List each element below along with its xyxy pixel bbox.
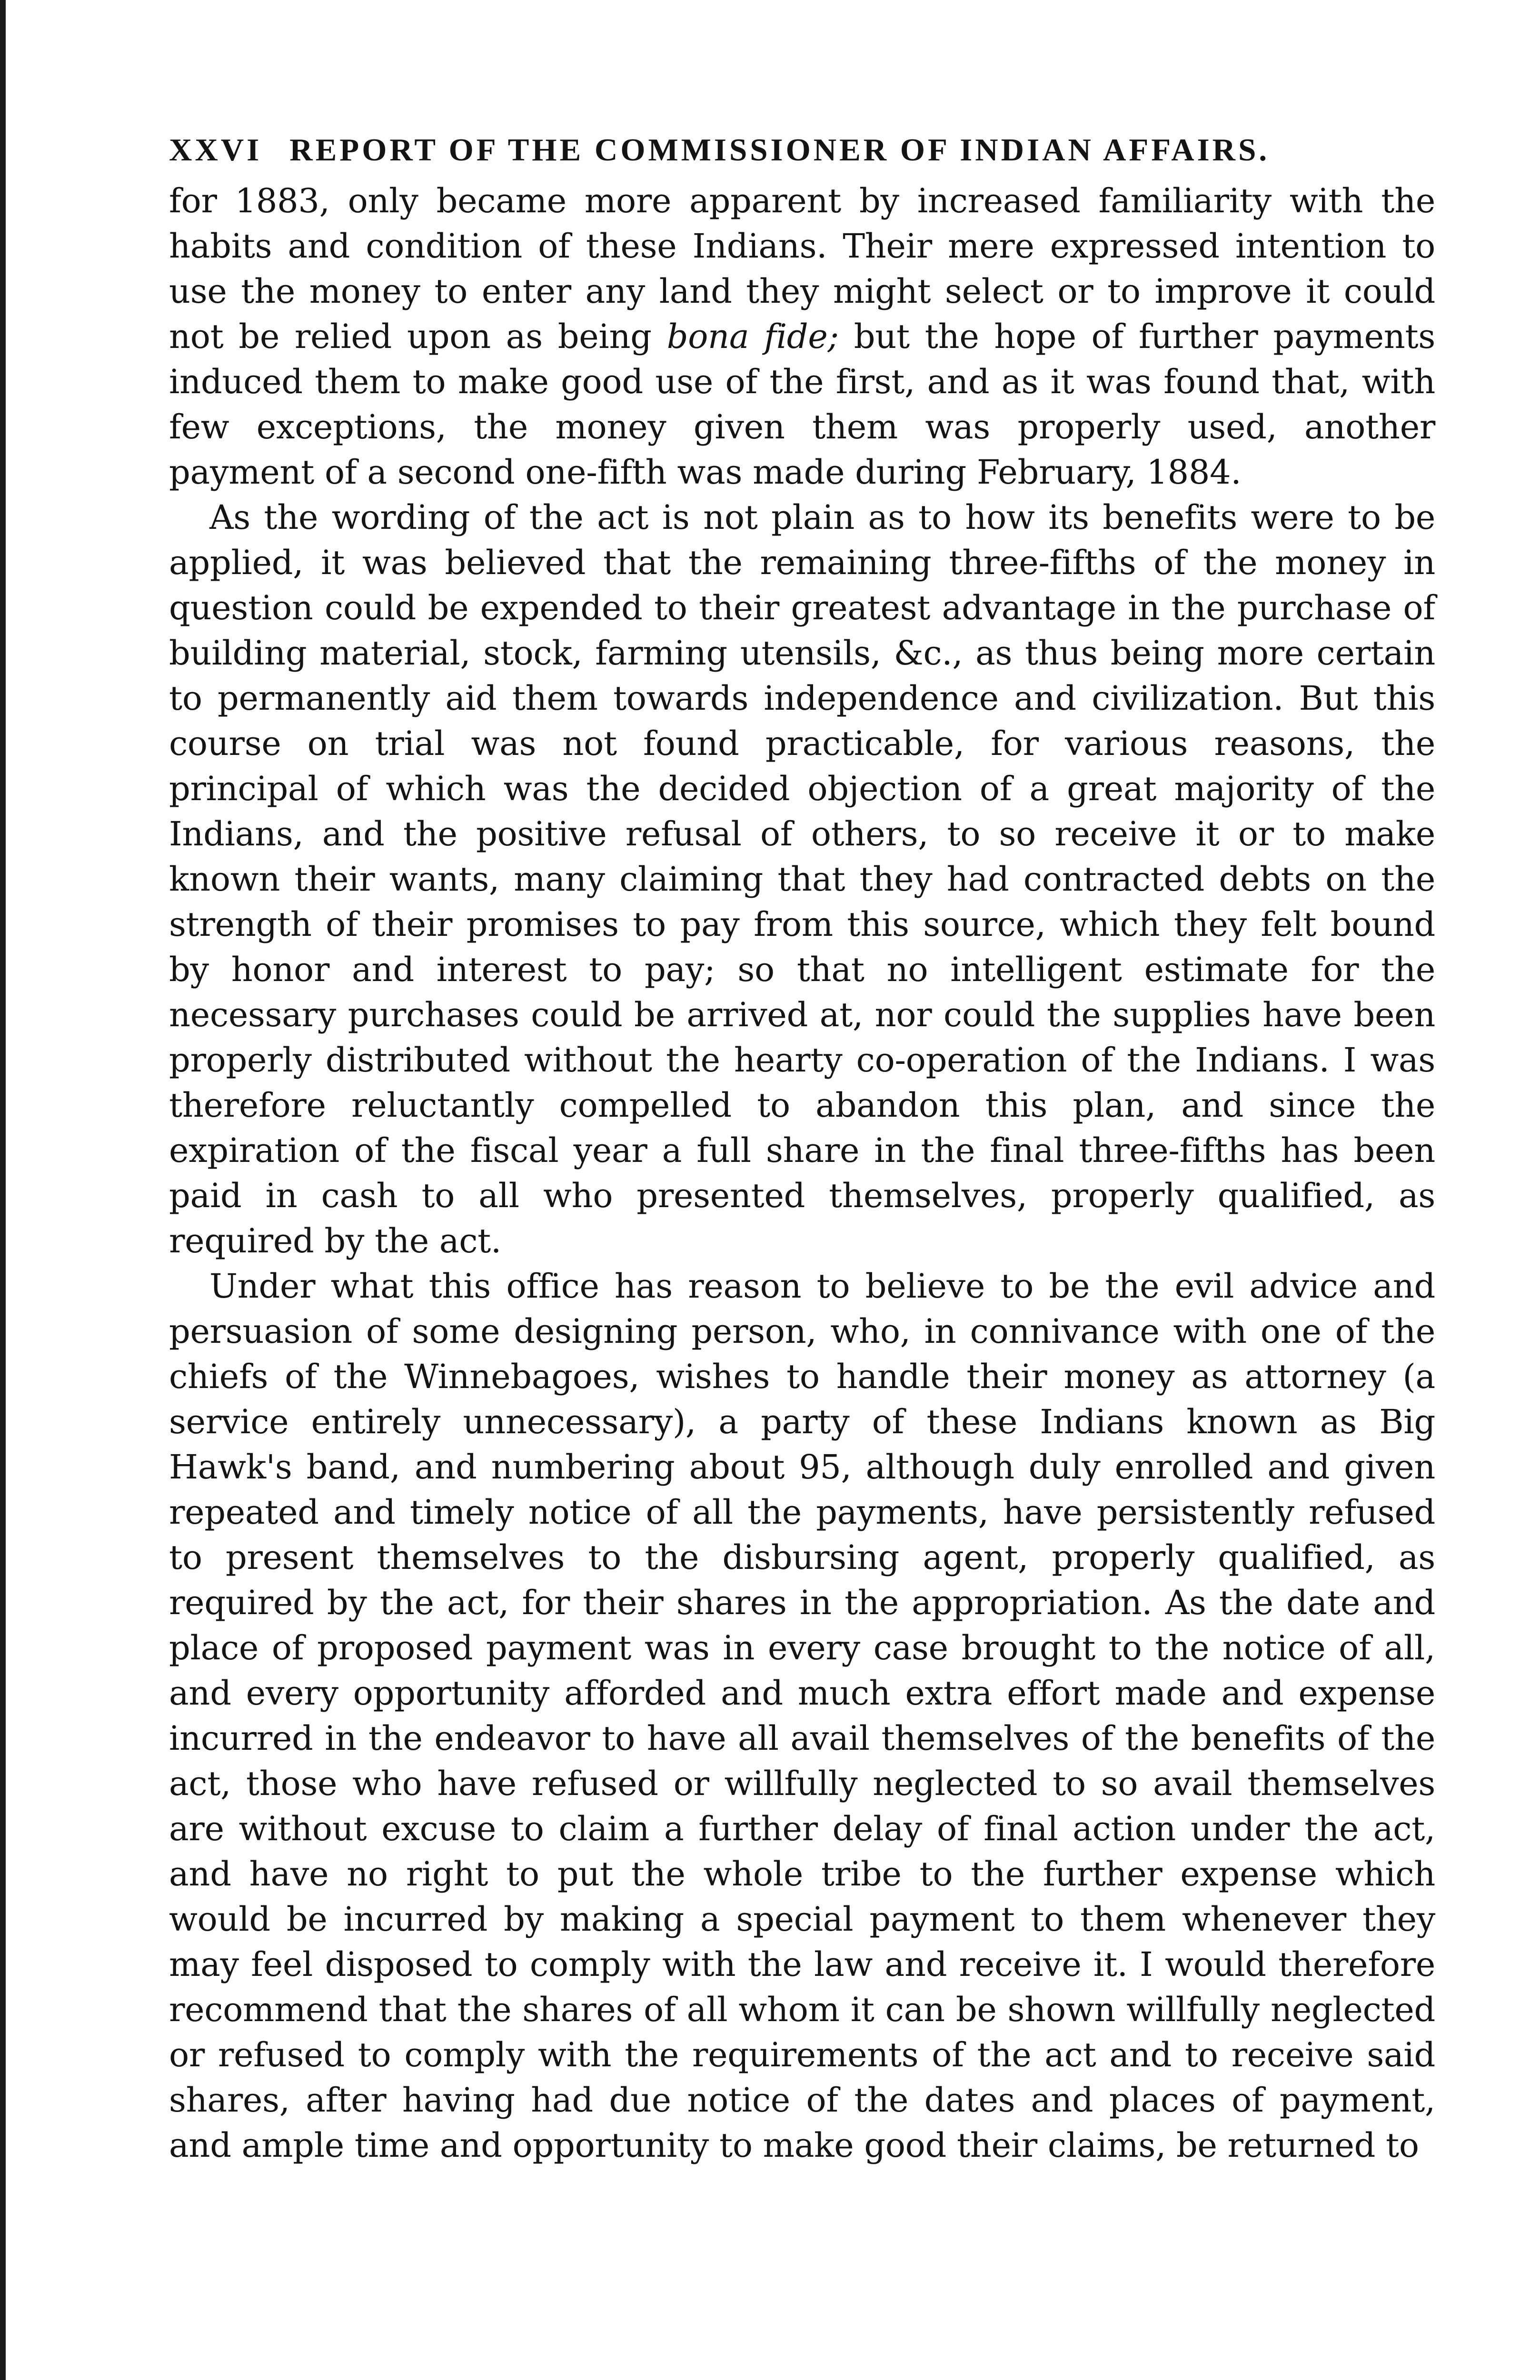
scan-border-left [0,0,6,2380]
document-page [169,126,1435,2168]
paragraph-2: As the wording of the act is not plain as to how its benefits were to be applied, it was believed that the remaining three-fifths of the money in question could be expended to their greatest advantage in the purchase of building material, stock, farming utensils, &c., as thus being more certain to permanently aid them towards independence and civilization. But this course on trial was not found practicable, for various reasons, the principal of which was the decided objection of a great majority of the Indians, and the positive refusal of others, to so receive it or to make known their wants, many claiming that they had contracted debts on the strength of their promises to pay from this source, which they felt bound by honor and interest to pay; so that no intelligent estimate for the necessary purchases could be arrived at, nor could the supplies have been properly distributed without the hearty co-operation of the Indians. I was therefore reluctantly compelled to abandon this plan, and since the expiration of the fiscal year a full share in the final three-fifths has been paid in cash to all who presented themselves, properly qualified, as required by the act. [169,498,1435,1260]
paragraph-1-continued: but the hope of further payments induced them to make good use of the first, and as it was found that, with few exceptions, the money given them was properly used, another payment of a second one-fifth was made during February, 1884. [169,317,1435,492]
italic-phrase: bona fide; [666,317,839,356]
page-number: XXVI [169,132,262,168]
paragraph-1-text: for 1883, only became more apparent by increased familiarity with the habits and condition of these Indians. Their mere expressed intention to use the money to enter any land they might select or to improve it could not be relied upon as being [169,181,1435,356]
paragraph-3: Under what this office has reason to believe to be the evil advice and persuasion of some designing person, who, in connivance with one of the chiefs of the Winnebagoes, wishes to handle their money as attorney (a service entirely unnecessary), a party of these Indians known as Big Hawk's band, and numbering about 95, although duly enrolled and given repeated and timely notice of all the payments, have persistently refused to present themselves to the disbursing agent, properly qualified, as required by the act, for their shares in the appropriation. As the date and place of proposed payment was in every case brought to the notice of all, and every opportunity afforded and much extra effort made and expense incurred in the endeavor to have all avail themselves of the benefits of the act, those who have refused or willfully neglected to so avail themselves are without excuse to claim a further delay of final action under the act, and have no right to put the whole tribe to the further expense which would be incurred by making a special payment to them whenever they may feel disposed to comply with the law and receive it. I would therefore recommend that the shares of all whom it can be shown willfully neglected or refused to comply with the requirements of the act and to receive said shares, after having had due notice of the dates and places of payment, and ample time and opportunity to make good their claims, be returned to [169,1267,1435,2165]
paragraph-1 [169,178,1435,495]
running-header [169,126,1435,174]
header-title: REPORT OF THE COMMISSIONER OF INDIAN AFFAIRS. [289,132,1270,168]
body-text [169,178,1435,2168]
